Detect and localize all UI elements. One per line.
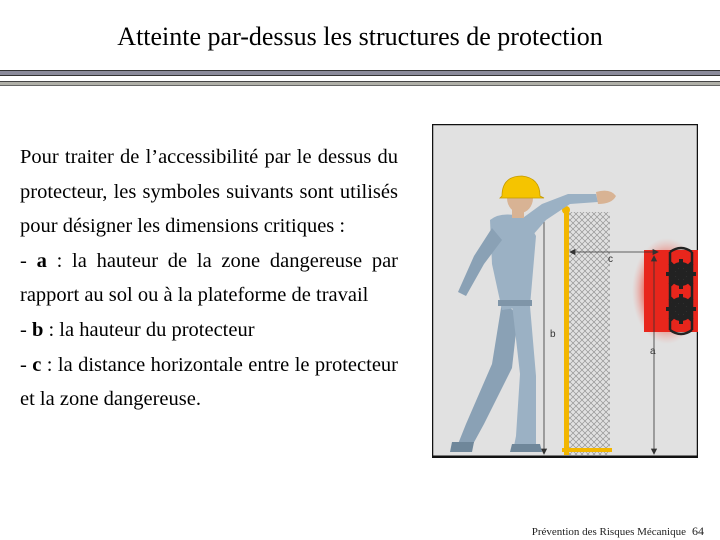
fence-post — [564, 208, 569, 455]
body-text — [20, 140, 398, 417]
symbol-c: c — [32, 353, 42, 376]
symbol-b: b — [31, 318, 44, 341]
fence-base — [562, 448, 612, 452]
symbol-a: a — [36, 249, 47, 272]
footer-label: Prévention des Risques Mécanique — [531, 526, 686, 538]
page-number: 64 — [692, 524, 704, 538]
worker-belt — [498, 300, 532, 306]
slide-title: Atteinte par-dessus les structures de protection — [117, 22, 603, 51]
guard-illustration — [432, 124, 698, 458]
label-a: a — [650, 346, 656, 357]
item-c: - c : la distance horizontale entre le protecteur et la zone dangereuse. — [20, 353, 398, 411]
gear-top — [666, 259, 696, 289]
item-b: - b : la hauteur du protecteur — [20, 318, 255, 341]
footer — [532, 524, 704, 539]
label-c: c — [608, 254, 613, 265]
title-rule-top — [0, 70, 720, 76]
label-b: b — [550, 329, 556, 340]
intro-paragraph: Pour traiter de l’accessibilité par le dessus du protecteur, les symboles suivants sont utilisés pour désigner les dimensions critiques : — [20, 146, 398, 238]
worker-shoe-back — [450, 442, 474, 452]
gear-bottom — [666, 294, 696, 324]
fence-mesh — [566, 212, 610, 455]
worker-shoe-front — [510, 444, 542, 452]
item-a: - a : la hauteur de la zone dangereuse par rapport au sol ou à la plateforme de travail — [20, 249, 398, 307]
title-rule-bottom — [0, 81, 720, 86]
